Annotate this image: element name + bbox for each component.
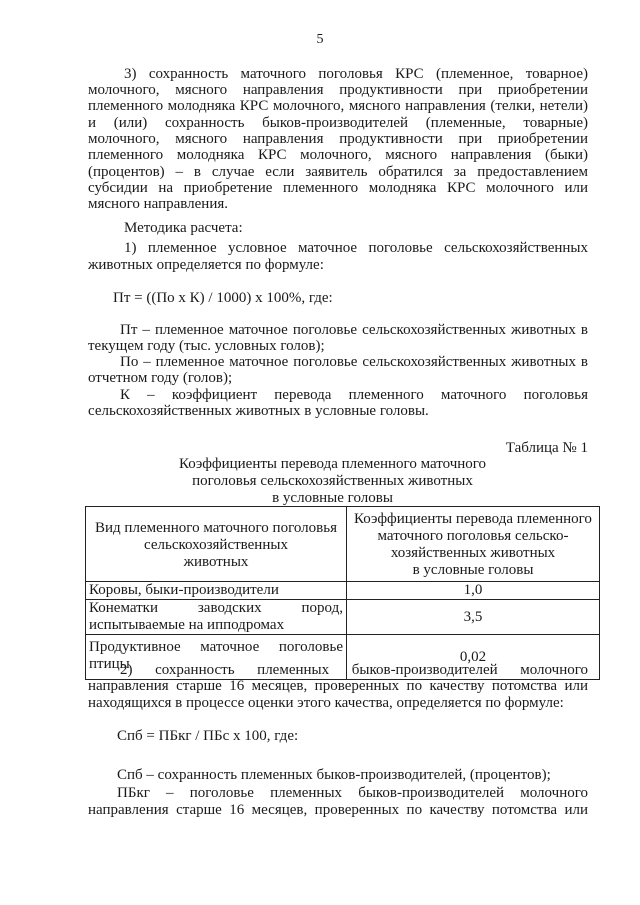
text-line: 3) сохранность маточного поголовья КРС (племенное, товарное) bbox=[124, 66, 588, 82]
text-line: субсидии на приобретение племенного молодняка КРС молочного или bbox=[88, 180, 588, 196]
definition-po-cont: отчетном году (голов); bbox=[88, 370, 233, 386]
row-name-line: Продуктивное маточное поголовье bbox=[89, 639, 343, 655]
definition-pt-cont: текущем году (тыс. условных голов); bbox=[88, 338, 325, 354]
header-line: в условные головы bbox=[412, 562, 534, 578]
formula-1: Пт = ((По х К) / 1000) х 100%, где: bbox=[113, 290, 333, 306]
page-number: 5 bbox=[316, 32, 324, 47]
definition-k-cont: сельскохозяйственных животных в условные головы. bbox=[88, 403, 429, 419]
table-caption bbox=[160, 456, 505, 507]
coefficients-table bbox=[85, 506, 600, 680]
caption-line: в условные головы bbox=[272, 490, 393, 506]
definition-spb: Спб – сохранность племенных быков-производителей, (процентов); bbox=[117, 767, 551, 783]
text-line: направления старше 16 месяцев, проверенных по качеству потомства или bbox=[88, 678, 588, 694]
text-line: животных определяется по формуле: bbox=[88, 257, 324, 273]
text-line: племенного молодняка КРС молочного, мясного направления (быки) bbox=[88, 147, 588, 163]
header-line: маточного поголовья сельско- bbox=[377, 528, 569, 544]
row-name-line: Конематки заводских пород, bbox=[89, 600, 343, 616]
definition-k: К – коэффициент перевода племенного маточного поголовья bbox=[120, 387, 588, 403]
definition-pt: Пт – племенное маточное поголовье сельскохозяйственных животных в bbox=[120, 322, 588, 338]
table-header-row bbox=[86, 507, 600, 582]
text-line: 1) племенное условное маточное поголовье сельскохозяйственных bbox=[124, 240, 588, 256]
row-name-line: испытываемые на ипподромах bbox=[89, 617, 285, 633]
row-name bbox=[86, 582, 347, 600]
header-line: Коэффициенты перевода племенного bbox=[354, 511, 592, 527]
header-coefficient bbox=[347, 507, 600, 582]
text-line: племенного молодняка КРС молочного, мясного направления (телки, нетели) bbox=[88, 98, 588, 114]
definition-po: По – племенное маточное поголовье сельскохозяйственных животных в bbox=[120, 354, 588, 370]
caption-line: Коэффициенты перевода племенного маточного bbox=[178, 456, 487, 472]
row-name-line: Коровы, быки-производители bbox=[89, 582, 279, 598]
header-line: хозяйственных животных bbox=[390, 545, 556, 561]
row-value: 1,0 bbox=[347, 582, 600, 600]
header-line: сельскохозяйственных bbox=[144, 536, 288, 553]
header-line: Вид племенного маточного поголовья bbox=[95, 519, 337, 536]
definition-pbkg-cont: направления старше 16 месяцев, проверенных по качеству потомства или bbox=[88, 802, 588, 818]
text-line: 2) сохранность племенных быков-производителей молочного bbox=[120, 662, 588, 678]
caption-line: поголовья сельскохозяйственных животных bbox=[192, 473, 473, 489]
method-heading: Методика расчета: bbox=[124, 220, 243, 236]
text-line: и (или) сохранность быков-производителей (племенные, товарные) bbox=[88, 115, 588, 131]
row-name-line: птицы bbox=[89, 656, 130, 672]
text-line: мясного направления. bbox=[88, 196, 229, 212]
table-row bbox=[86, 582, 600, 600]
row-name bbox=[86, 600, 347, 635]
text-line: находящихся в процессе оценки этого качества, определяется по формуле: bbox=[88, 695, 564, 711]
formula-2: Спб = ПБкг / ПБс х 100, где: bbox=[117, 728, 299, 744]
text-line: молочного, мясного направления продуктивности при приобретении bbox=[88, 82, 588, 98]
table-row bbox=[86, 600, 600, 635]
text-line: (процентов) – в случае если заявитель обратился за предоставлением bbox=[88, 164, 588, 180]
header-animal-type bbox=[86, 507, 347, 582]
header-line: животных bbox=[183, 553, 249, 570]
row-value: 3,5 bbox=[347, 600, 600, 635]
table-label: Таблица № 1 bbox=[505, 440, 588, 456]
text-line: молочного, мясного направления продуктивности при приобретении bbox=[88, 131, 588, 147]
definition-pbkg: ПБкг – поголовье племенных быков-производителей молочного bbox=[117, 785, 588, 801]
row-value: 0,02 bbox=[347, 635, 600, 680]
